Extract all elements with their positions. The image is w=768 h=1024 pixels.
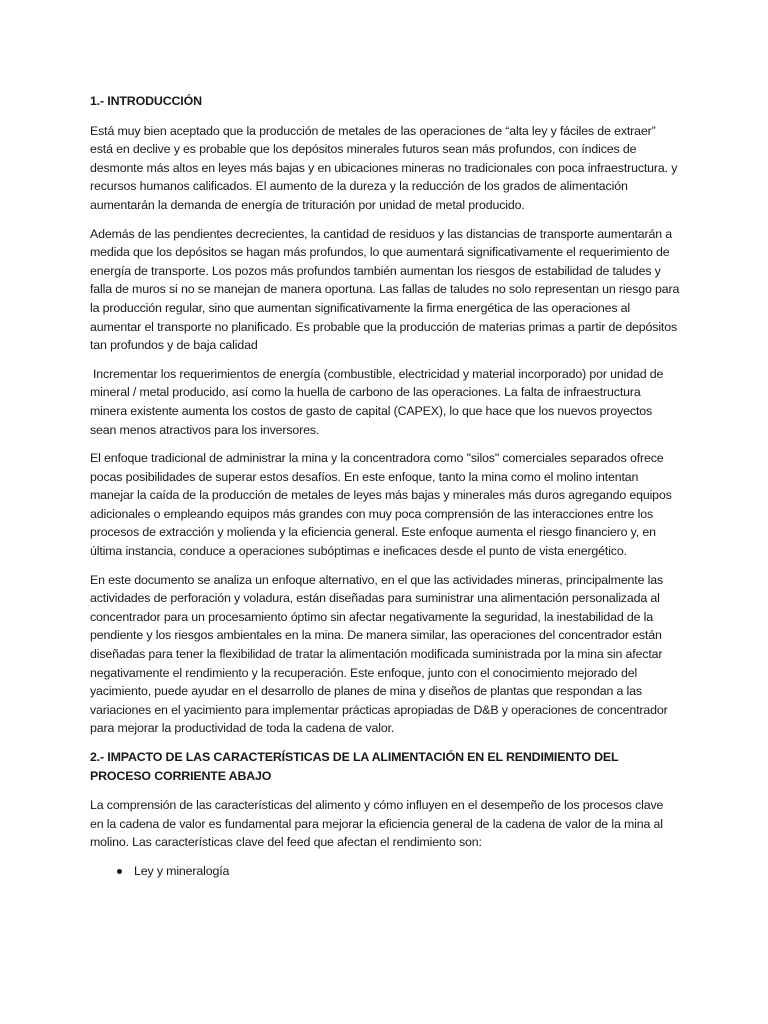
section-1-paragraph-4: El enfoque tradicional de administrar la mina y la concentradora como "silos" comerciales separados ofrece pocas posibilidades de superar estos desafíos. En este enfoque, tanto la mina como el molino intentan manejar la caída de la producción de metales de leyes más bajas y minerales más duros agregando equipos adicionales o empleando equipos más grandes con muy poca comprensión de las interacciones entre los procesos de extracción y molienda y la eficiencia general. Este enfoque aumenta el riesgo financiero y, en última instancia, conduce a operaciones subóptimas e ineficaces desde el punto de vista energético. xyxy=(90,451,672,559)
section-1-paragraph-5: En este documento se analiza un enfoque alternativo, en el que las actividades mineras, principalmente las actividades de perforación y voladura, están diseñadas para suministrar una alimentación personalizada al concentrador para un procesamiento óptimo sin afectar negativamente la seguridad, la inestabilidad de la pendiente y los riesgos ambientales en la mina. De manera similar, las operaciones del concentrador están diseñadas para tener la flexibilidad de tratar la alimentación modificada suministrada por la mina sin afectar negativamente el rendimiento y la recuperación. Este enfoque, junto con el conocimiento mejorado del yacimiento, puede ayudar en el desarrollo de planes de mina y diseños de plantas que respondan a las variaciones en el yacimiento para implementar prácticas apropiadas de D&B y operaciones de concentrador para mejorar la productividad de toda la cadena de valor. xyxy=(90,572,668,736)
document-page xyxy=(90,92,680,881)
section-2-heading: 2.- IMPACTO DE LAS CARACTERÍSTICAS DE LA ALIMENTACIÓN EN EL RENDIMIENTO DEL PROCESO CORRIENTE ABAJO xyxy=(90,750,619,783)
section-1-heading: 1.- INTRODUCCIÓN xyxy=(90,94,202,108)
feature-bullet-list xyxy=(90,862,680,881)
section-1-paragraph-2: Además de las pendientes decrecientes, la cantidad de residuos y las distancias de transporte aumentarán a medida que los depósitos se hagan más profundos, lo que aumentará significativamente el requerimiento de energía de transporte. Los pozos más profundos también aumentan los riesgos de estabilidad de taludes y falla de muros si no se manejan de manera oportuna. Las fallas de taludes no solo representan un riesgo para la producción regular, sino que aumentan significativamente la firma energética de las operaciones al aumentar el transporte no planificado. Es probable que la producción de materias primas a partir de depósitos tan profundos y de baja calidad xyxy=(90,226,680,353)
list-item xyxy=(90,862,680,881)
section-1-paragraph-1: Está muy bien aceptado que la producción de metales de las operaciones de “alta ley y fáciles de extraer” está en declive y es probable que los depósitos minerales futuros sean más profundos, con índices de desmonte más altos en leyes más bajas y en ubicaciones mineras no tradicionales con poca infraestructura. y recursos humanos calificados. El aumento de la dureza y la reducción de los grados de alimentación aumentarán la demanda de energía de trituración por unidad de metal producido. xyxy=(90,123,678,212)
bullet-icon xyxy=(117,869,122,874)
list-item-text: Ley y mineralogía xyxy=(134,863,230,878)
section-2-paragraph-1: La comprensión de las características del alimento y cómo influyen en el desempeño de los procesos clave en la cadena de valor es fundamental para mejorar la eficiencia general de la cadena de valor de la mina al molino. Las características clave del feed que afectan el rendimiento son: xyxy=(90,798,664,850)
section-1-paragraph-3: Incrementar los requerimientos de energía (combustible, electricidad y material incorporado) por unidad de mineral / metal producido, así como la huella de carbono de las operaciones. La falta de infraestructura minera existente aumenta los costos de gasto de capital (CAPEX), lo que hace que los nuevos proyectos sean menos atractivos para los inversores. xyxy=(90,366,664,437)
